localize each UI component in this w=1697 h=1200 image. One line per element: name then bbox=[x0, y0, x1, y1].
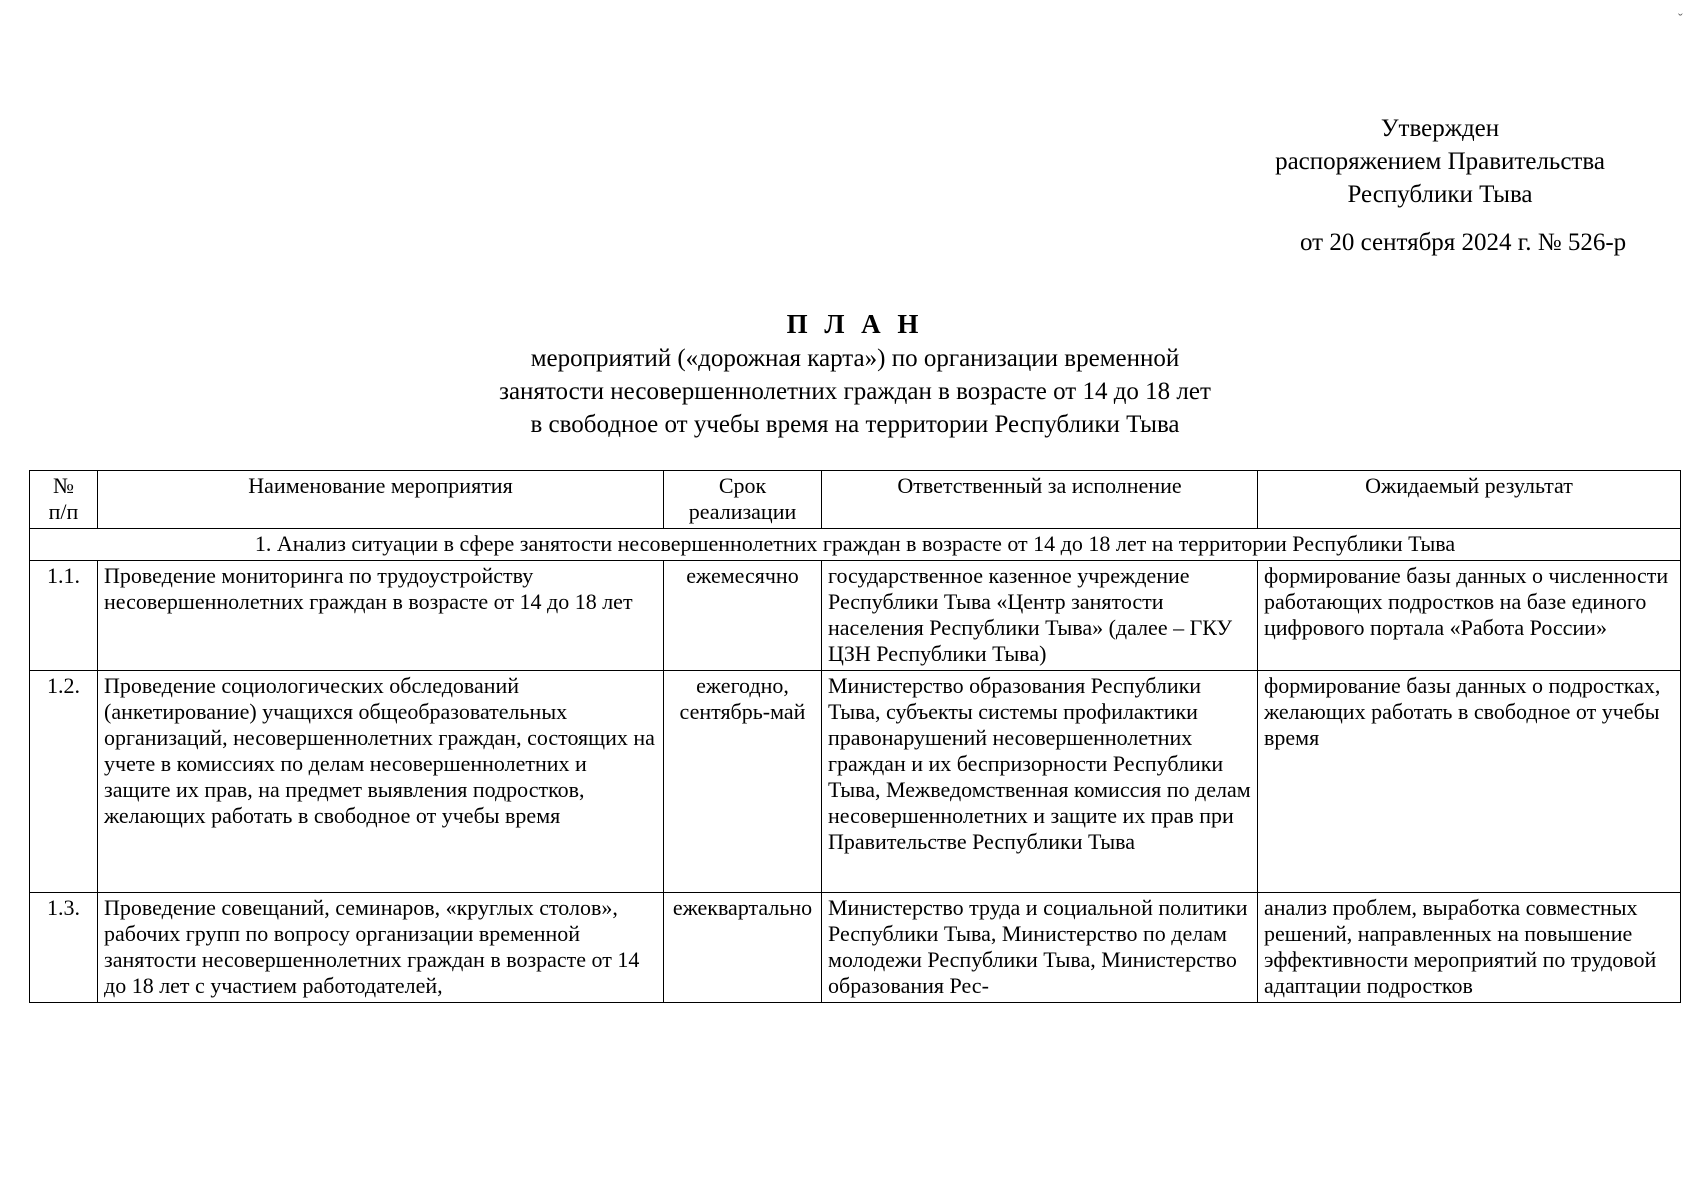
row-responsible: государственное казенное учреждение Республики Тыва «Центр занятости населения Республики Тыва» (далее – ГКУ ЦЗН Республики Тыва) bbox=[822, 561, 1258, 671]
table-header-row bbox=[30, 471, 1681, 529]
document-title bbox=[330, 306, 1380, 441]
approval-stamp bbox=[1240, 112, 1640, 256]
header-name: Наименование мероприятия bbox=[98, 471, 664, 529]
title-line-2: занятости несовершеннолетних граждан в возрасте от 14 до 18 лет bbox=[499, 378, 1211, 405]
row-activity: Проведение социологических обследований (анкетирование) учащихся общеобразовательных организаций, несовершеннолетних граждан, состоящих на учете в комиссиях по делам несовершеннолетних и защите их прав, на предмет выявления подростков, желающих работать в свободное от учебы время bbox=[98, 671, 664, 893]
row-number: 1.3. bbox=[30, 893, 98, 1003]
row-responsible: Министерство образования Республики Тыва, субъекты системы профилактики правонарушений несовершеннолетних граждан и их беспризорности Республики Тыва, Межведомственная комиссия по делам несовершеннолетних и защите их прав при Правительстве Республики Тыва bbox=[822, 671, 1258, 893]
header-num-line-1: № bbox=[53, 473, 74, 498]
plan-table bbox=[29, 470, 1681, 1003]
row-number: 1.2. bbox=[30, 671, 98, 893]
row-term: ежеквартально bbox=[664, 893, 822, 1003]
title-line-3: в свободное от учебы время на территории Республики Тыва bbox=[530, 411, 1180, 438]
row-number: 1.1. bbox=[30, 561, 98, 671]
plan-heading: П Л А Н bbox=[786, 309, 924, 339]
header-responsible: Ответственный за исполнение bbox=[822, 471, 1258, 529]
header-term-line-1: Срок bbox=[718, 473, 767, 498]
row-term: ежемесячно bbox=[664, 561, 822, 671]
section-row bbox=[30, 529, 1681, 561]
table-row bbox=[30, 893, 1681, 1003]
row-term: ежегодно, сентябрь-май bbox=[664, 671, 822, 893]
row-responsible: Министерство труда и социальной политики Республики Тыва, Министерство по делам молодежи Республики Тыва, Министерство образования Рес- bbox=[822, 893, 1258, 1003]
row-result: формирование базы данных о численности работающих подростков на базе единого цифрового портала «Работа России» bbox=[1258, 561, 1681, 671]
header-term bbox=[664, 471, 822, 529]
approval-line-2: распоряжением Правительства bbox=[1275, 148, 1605, 175]
approval-date: от 20 сентября 2024 г. № 526-р bbox=[1300, 229, 1627, 256]
section-title: 1. Анализ ситуации в сфере занятости несовершеннолетних граждан в возрасте от 14 до 18 лет на территории Республики Тыва bbox=[30, 529, 1681, 561]
header-num-line-2: п/п bbox=[48, 499, 79, 524]
header-term-line-2: реализации bbox=[688, 499, 797, 524]
scan-corner-mark: ˇ bbox=[1678, 12, 1683, 27]
row-result: анализ проблем, выработка совместных решений, направленных на повышение эффективности мероприятий по трудовой адаптации подростков bbox=[1258, 893, 1681, 1003]
row-activity: Проведение мониторинга по трудоустройству несовершеннолетних граждан в возрасте от 14 до 18 лет bbox=[98, 561, 664, 671]
header-result: Ожидаемый результат bbox=[1258, 471, 1681, 529]
header-num bbox=[30, 471, 98, 529]
approval-line-1: Утвержден bbox=[1380, 115, 1500, 142]
table-row bbox=[30, 561, 1681, 671]
row-activity: Проведение совещаний, семинаров, «круглых столов», рабочих групп по вопросу организации временной занятости несовершеннолетних граждан в возрасте от 14 до 18 лет с участием работодателей, bbox=[98, 893, 664, 1003]
row-result: формирование базы данных о подростках, желающих работать в свободное от учебы время bbox=[1258, 671, 1681, 893]
approval-line-3: Республики Тыва bbox=[1347, 181, 1533, 208]
table-row bbox=[30, 671, 1681, 893]
title-line-1: мероприятий («дорожная карта») по организации временной bbox=[530, 345, 1180, 372]
